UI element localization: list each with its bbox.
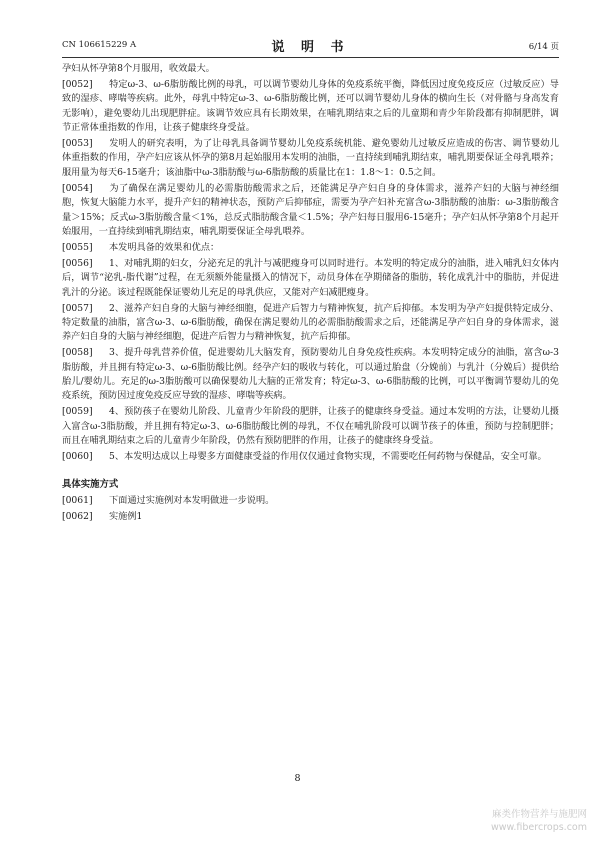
document-title: 说 明 书 xyxy=(271,40,350,55)
paragraph-number: [0062] xyxy=(62,511,93,523)
paragraph-0060: [0060] 5、本发明达成以上母婴多方面健康受益的作用仅仅通过食物实现，不需要吃任何药物与保健品，安全可靠。 xyxy=(62,450,559,464)
paragraph-0056: [0056] 1、对哺乳期的妇女，分泌充足的乳汁与减肥瘦身可以同时进行。本发明的特定成分的油脂，进入哺乳妇女体内后，调节“泌乳-脂代谢”过程，在无须额外能量摄入的情况下，动员身体在孕期储备的脂肪，转化成乳汁中的脂肪，并促进乳汁的分泌。该过程既能保证婴幼儿充足的母乳供应，又能对产妇减肥瘦身。 xyxy=(62,257,559,298)
section-heading: 具体实施方式 xyxy=(62,479,119,491)
paragraph-0054: [0054] 为了确保在满足婴幼儿的必需脂肪酸需求之后，还能满足孕产妇自身的身体需求，滋养产妇的大脑与神经细胞，恢复大脑能力水平，提升产妇的精神状态，预防产后抑郁症，需要为孕产妇补充富含ω-3脂肪酸的油脂：ω-3脂肪酸含量＞15%；反式ω-3脂肪酸含量＜1%，总反式脂肪酸含量＜1.5%；孕产妇每日服用6-15毫升；孕产妇从怀孕第8个月起开始服用，一直持续到哺乳期结束，哺乳期要保证全母乳喂养。 xyxy=(62,182,559,237)
paragraph-0057: [0057] 2、滋养产妇自身的大脑与神经细胞，促进产后智力与精神恢复，抗产后抑郁。本发明为孕产妇提供特定成分、特定数量的油脂，富含ω-3、ω-6脂肪酸，确保在满足婴幼儿的必需脂肪酸需求之后，还能满足孕产妇自身的身体需求，滋养产妇自身的大脑与神经细胞，促进产后智力与精神恢复，抗产后抑郁。 xyxy=(62,302,559,343)
watermark-title: 麻类作物营养与施肥网 xyxy=(491,809,587,820)
paragraph-0055: [0055] 本发明具备的效果和优点： xyxy=(62,241,559,255)
paragraph-0053: [0053] 发明人的研究表明，为了让母乳具备调节婴幼儿免疫系统机能、避免婴幼儿过敏反应造成的伤害、调节婴幼儿体重指数的作用，孕产妇应该从怀孕的第8月起始服用本发明的油脂，一直持续到哺乳期结束，哺乳期要保证全母乳喂养；服用量为每天6-15毫升；该油脂中ω-3脂肪酸与ω-6脂肪酸的质量比在1：1.8～1：0.5之间。 xyxy=(62,138,559,178)
paragraph-0062: [0062] 实施例1 xyxy=(62,510,559,524)
paragraph-number: [0052] xyxy=(62,78,93,90)
page-header xyxy=(62,36,559,54)
paragraph-continuation: 孕妇从怀孕第8个月服用，收效最大。 xyxy=(62,63,215,74)
paragraph-number: [0061] xyxy=(62,495,93,507)
paragraph-number: [0057] xyxy=(62,302,93,314)
paragraph-number: [0055] xyxy=(62,241,93,253)
paragraph-number: [0054] xyxy=(62,182,93,194)
paragraph-number: [0060] xyxy=(62,451,93,463)
paragraph-number: [0056] xyxy=(62,257,93,269)
paragraph-0052: [0052] 特定ω-3、ω-6脂肪酸比例的母乳，可以调节婴幼儿身体的免疫系统平衡，降低因过度免疫反应（过敏反应）导致的湿疹、哮喘等疾病。此外，母乳中特定ω-3、ω-6脂肪酸比例，还可以调节婴幼儿身体的横向生长（对骨骼与身高发育无影响），避免婴幼儿出现肥胖症。该调节效应具有长期效果，在哺乳期结束之后的儿童期和青少年阶段都有抑制肥胖，调节正常体重指数的作用，让孩子健康终身受益。 xyxy=(62,78,559,134)
document-body xyxy=(62,62,559,526)
watermark xyxy=(491,808,587,834)
paragraph-0058: [0058] 3、提升母乳营养价值，促进婴幼儿大脑发育，预防婴幼儿自身免疫性疾病。本发明特定成分的油脂，富含ω-3脂肪酸，并且拥有特定ω-3、ω-6脂肪酸比例。经孕产妇的吸收与转化，可以通过胎盘（分娩前）与乳汁（分娩后）提供给胎儿/婴幼儿。充足的ω-3脂肪酸可以确保婴幼儿大脑的正常发育；特定ω-3、ω-6脂肪酸的比例，可以平衡调节婴幼儿的免疫系统，预防因过度免疫反应导致的湿疹、哮喘等疾病。 xyxy=(62,347,559,402)
watermark-url: www.fibercrops.com xyxy=(490,822,587,833)
page-count: 6/14 页 xyxy=(528,42,559,52)
paragraph-0059: [0059] 4、预防孩子在婴幼儿阶段、儿童青少年阶段的肥胖，让孩子的健康终身受益。通过本发明的方法，让婴幼儿摄入富含ω-3脂肪酸，并且拥有特定ω-3、ω-6脂肪酸比例的母乳，不仅在哺乳阶段可以调节孩子的体重，预防与控制肥胖；而且在哺乳期结束之后的儿童青少年阶段，仍然有预防肥胖的作用，让孩子的健康终身受益。 xyxy=(62,406,559,447)
paragraph-number: [0058] xyxy=(62,347,93,359)
page-number: 8 xyxy=(294,773,301,784)
paragraph-number: [0053] xyxy=(62,138,93,150)
patent-number: CN 106615229 A xyxy=(62,40,137,50)
paragraph-number: [0059] xyxy=(62,406,93,418)
header-divider xyxy=(62,57,559,58)
paragraph-0061: [0061] 下面通过实施例对本发明做进一步说明。 xyxy=(62,494,559,508)
